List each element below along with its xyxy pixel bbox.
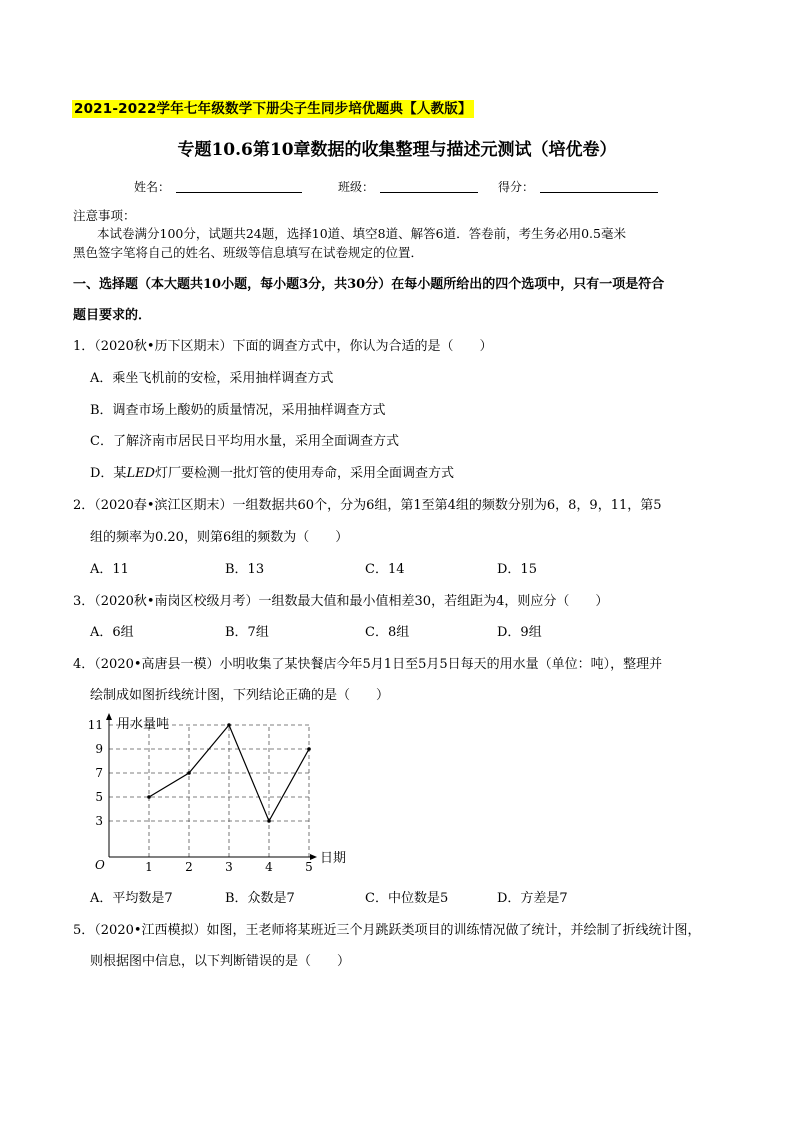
notice-line-2: 黑色签字笔将自己的姓名、班级等信息填写在试卷规定的位置． (73, 245, 424, 260)
q1-option-a: A．乘坐飞机前的安检，采用抽样调查方式 (90, 371, 334, 386)
x-tick-label: 3 (225, 860, 233, 872)
series-banner: 2021-2022学年七年级数学下册尖子生同步培优题典【人教版】 (74, 101, 472, 117)
class-field[interactable] (380, 192, 478, 193)
notice-heading: 注意事项： (73, 208, 136, 223)
data-point (307, 747, 311, 751)
q3-option-d: D．9组 (497, 625, 542, 640)
y-tick-label: 3 (95, 814, 103, 828)
q3-option-b: B．7组 (225, 625, 269, 640)
name-field[interactable] (176, 192, 302, 193)
origin-label: O (95, 858, 105, 872)
class-label: 班级： (338, 180, 375, 194)
data-point (267, 819, 271, 823)
q4-option-c: C．中位数是5 (365, 891, 449, 906)
section-heading-line-1: 一、选择题（本大题共10小题，每小题3分，共30分）在每小题所给出的四个选项中，只有一项是符合 (73, 277, 665, 292)
q4-option-b: B．众数是7 (225, 891, 295, 906)
y-axis-label: 用水量吨 (117, 717, 170, 732)
score-field[interactable] (540, 192, 658, 193)
q3-option-a: A．6组 (90, 625, 134, 640)
q2-option-d: D．15 (497, 562, 537, 577)
y-axis-arrow (106, 713, 112, 720)
y-tick-label: 11 (87, 718, 103, 732)
x-axis-label: 日期 (320, 851, 347, 866)
q5-line-1: 5．（2020•江西模拟）如图，王老师将某班近三个月跳跃类项目的训练情况做了统计，并绘制了折线统计图， (73, 923, 701, 938)
q4-line-1: 4．（2020•高唐县一模）小明收集了某快餐店今年5月1日至5月5日每天的用水量（单位：吨），整理并 (73, 657, 663, 672)
q1-stem: 1．（2020秋•历下区期末）下面的调查方式中，你认为合适的是（ ） (73, 339, 493, 354)
water-usage-line-chart (84, 712, 364, 872)
section-heading-line-2: 题目要求的． (73, 308, 152, 323)
q2-option-a: A．11 (90, 562, 129, 577)
x-tick-label: 2 (185, 860, 193, 872)
q1-option-b: B．调查市场上酸奶的质量情况，采用抽样调查方式 (90, 403, 386, 418)
data-point (187, 771, 191, 775)
data-point (227, 723, 231, 727)
q2-line-2: 组的频率为0.20，则第6组的频数为（ ） (90, 530, 349, 545)
q2-line-1: 2．（2020春•滨江区期末）一组数据共60个，分为6组，第1至第4组的频数分别为6，8，9，11，第5 (73, 498, 662, 513)
x-tick-label: 4 (265, 860, 273, 872)
q2-option-c: C．14 (365, 562, 405, 577)
q4-option-a: A．平均数是7 (90, 891, 173, 906)
page-title: 专题10.6第10章数据的收集整理与描述元测试（培优卷） (177, 140, 617, 160)
y-tick-label: 7 (95, 766, 103, 780)
q4-line-2: 绘制成如图折线统计图，下列结论正确的是（ ） (90, 688, 390, 703)
name-label: 姓名： (134, 180, 171, 194)
q5-line-2: 则根据图中信息，以下判断错误的是（ ） (90, 954, 351, 969)
q4-option-d: D．方差是7 (497, 891, 568, 906)
y-tick-label: 9 (95, 742, 103, 756)
q1-option-d: D．某LED灯厂要检测一批灯管的使用寿命，采用全面调查方式 (90, 466, 454, 481)
notice-line-1: 本试卷满分100分，试题共24题，选择10道、填空8道、解答6道．答卷前，考生务必用0.5毫米 (97, 226, 626, 241)
q3-option-c: C．8组 (365, 625, 410, 640)
x-tick-label: 5 (305, 860, 313, 872)
y-tick-label: 5 (95, 790, 103, 804)
q1-option-c: C．了解济南市居民日平均用水量，采用全面调查方式 (90, 434, 399, 449)
q3-stem: 3．（2020秋•南岗区校级月考）一组数最大值和最小值相差30，若组距为4，则应分（ ） (73, 594, 609, 609)
data-point (147, 795, 151, 799)
score-label: 得分： (498, 180, 535, 194)
q2-option-b: B．13 (225, 562, 265, 577)
x-tick-label: 1 (145, 860, 153, 872)
